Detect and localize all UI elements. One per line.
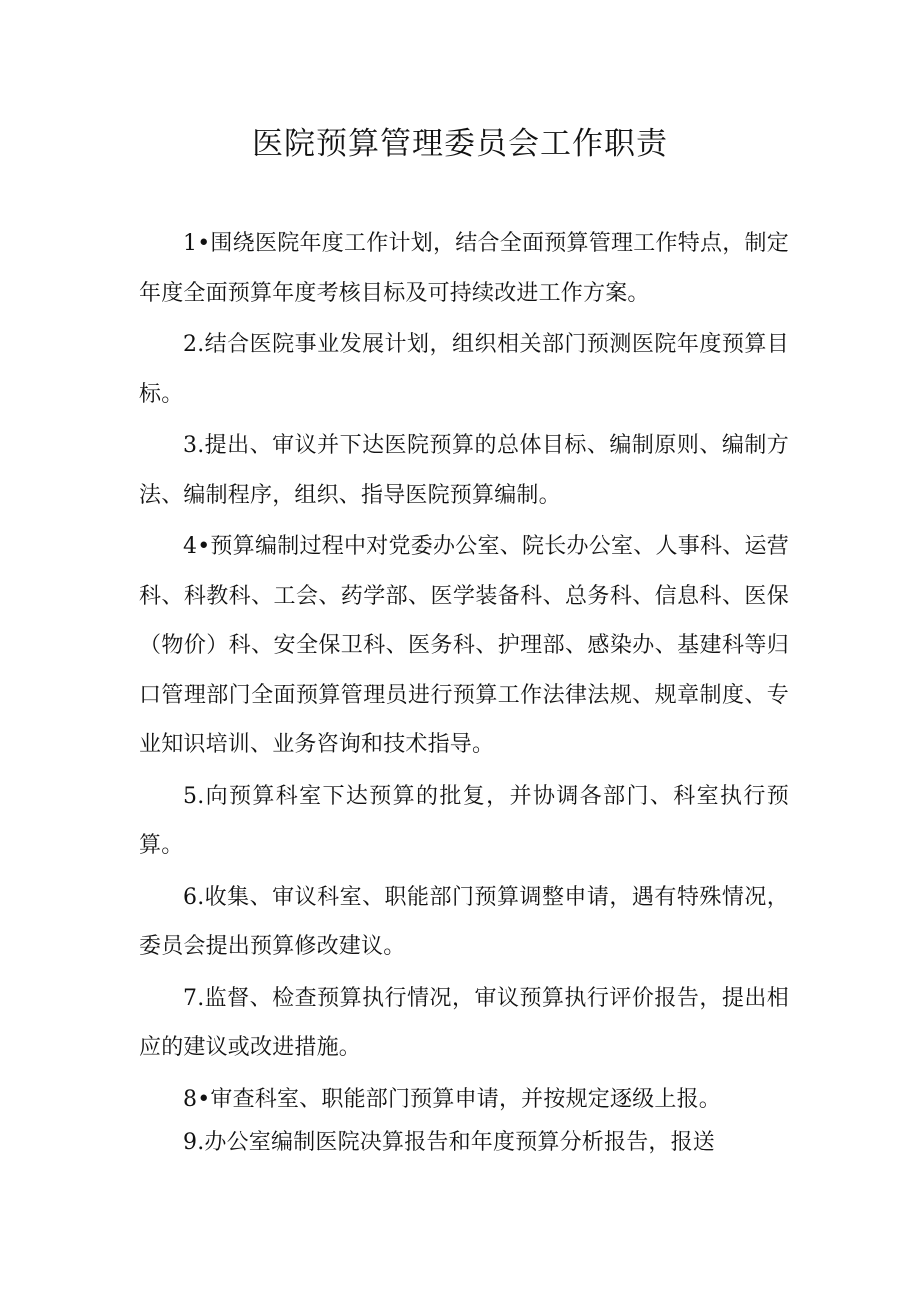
- document-title: 医院预算管理委员会工作职责: [252, 126, 668, 162]
- paragraph-5: 5.向预算科室下达预算的批复，并协调各部门、科室执行预算。: [139, 783, 789, 858]
- document-body: [139, 219, 789, 1168]
- paragraph-2: 2.结合医院事业发展计划，组织相关部门预测医院年度预算目标。: [139, 332, 789, 407]
- paragraph-1: 1•围绕医院年度工作计划，结合全面预算管理工作特点，制定年度全面预算年度考核目标及可持续改进工作方案。: [139, 231, 789, 306]
- paragraph-4: 4•预算编制过程中对党委办公室、院长办公室、人事科、运营科、科教科、工会、药学部、医学装备科、总务科、信息科、医保（物价）科、安全保卫科、医务科、护理部、感染办、基建科等归口管理部门全面预算管理员进行预算工作法律法规、规章制度、专业知识培训、业务咨询和技术指导。: [139, 534, 789, 757]
- paragraph-6: 6.收集、审议科室、职能部门预算调整申请，遇有特殊情况，委员会提出预算修改建议。: [139, 884, 789, 959]
- paragraph-8: 8•审查科室、职能部门预算申请，并按规定逐级上报。: [183, 1086, 721, 1112]
- paragraph-3: 3.提出、审议并下达医院预算的总体目标、编制原则、编制方法、编制程序，组织、指导医院预算编制。: [139, 433, 789, 508]
- paragraph-9: 9.办公室编制医院决算报告和年度预算分析报告，报送: [183, 1130, 715, 1155]
- paragraph-7: 7.监督、检查预算执行情况，审议预算执行评价报告，提出相应的建议或改进措施。: [139, 985, 789, 1060]
